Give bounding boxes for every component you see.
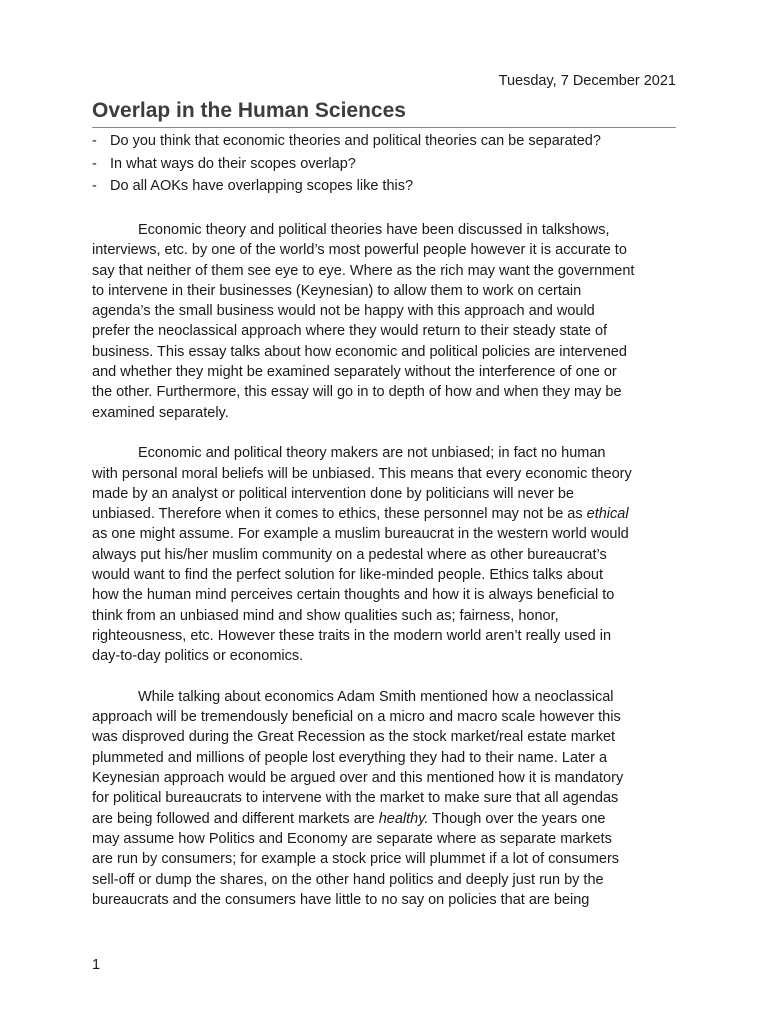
dash-bullet-icon: - — [92, 133, 97, 149]
document-date: Tuesday, 7 December 2021 — [498, 73, 676, 89]
text-line: examined separately. — [92, 404, 229, 421]
text-line — [92, 504, 676, 524]
question-item — [92, 153, 601, 176]
title-underline — [92, 127, 676, 128]
question-item — [92, 130, 601, 153]
text-segment: unbiased. Therefore when it comes to ethics, these personnel may not be as — [92, 506, 587, 523]
text-line: Economic and political theory makers are not unbiased; in fact no human — [138, 445, 606, 462]
text-line: for political bureaucrats to intervene with the market to make sure that all agendas — [92, 790, 619, 807]
text-line — [92, 809, 676, 829]
text-segment: are being followed and different markets are — [92, 810, 379, 827]
text-line: with personal moral beliefs will be unbiased. This means that every economic theory — [92, 465, 632, 482]
text-line: sell-off or dump the shares, on the other hand politics and deeply just run by the — [92, 871, 604, 888]
dash-bullet-icon: - — [92, 155, 97, 172]
text-line: While talking about economics Adam Smith mentioned how a neoclassical — [138, 688, 614, 705]
paragraph-economics — [92, 687, 676, 910]
text-line: would want to find the perfect solution for like-minded people. Ethics talks about — [92, 567, 604, 584]
page-number: 1 — [92, 957, 101, 973]
dash-bullet-icon: - — [92, 178, 97, 194]
text-line: think from an unbiased mind and show qualities such as; fairness, honor, — [92, 607, 559, 624]
guiding-questions-list — [92, 130, 601, 198]
emphasis-word: healthy. — [378, 810, 429, 827]
question-text: Do all AOKs have overlapping scopes like this? — [110, 178, 414, 194]
question-text: Do you think that economic theories and political theories can be separated? — [110, 133, 601, 149]
text-line: always put his/her muslim community on a pedestal where as other bureaucrat’s — [92, 546, 607, 563]
text-line: may assume how Politics and Economy are separate where as separate markets — [92, 830, 612, 847]
text-line: Keynesian approach would be argued over and this mentioned how it is mandatory — [92, 770, 624, 787]
essay-body — [92, 220, 676, 910]
text-line: interviews, etc. by one of the world’s most powerful people however it is accurate to — [92, 242, 627, 259]
text-line: to intervene in their businesses (Keynesian) to allow them to work on certain — [92, 282, 582, 299]
text-line: was disproved during the Great Recession as the stock market/real estate market — [92, 729, 616, 746]
paragraph-introduction — [92, 220, 676, 423]
text-line: approach will be tremendously beneficial on a micro and macro scale however this — [92, 709, 621, 726]
text-line: Economic theory and political theories have been discussed in talkshows, — [138, 222, 610, 238]
question-text: In what ways do their scopes overlap? — [110, 155, 356, 172]
text-line: say that neither of them see eye to eye. Where as the rich may want the government — [92, 262, 635, 279]
text-line: made by an analyst or political intervention done by politicians will never be — [92, 485, 574, 502]
text-line: plummeted and millions of people lost everything they had to their name. Later a — [92, 749, 608, 766]
document-title: Overlap in the Human Sciences — [92, 99, 406, 122]
text-line: agenda’s the small business would not be happy with this approach and would — [92, 303, 595, 320]
text-line: and whether they might be examined separately without the interference of one or — [92, 364, 617, 381]
text-line: the other. Furthermore, this essay will go in to depth of how and when they may be — [92, 384, 622, 401]
text-line: business. This essay talks about how economic and political policies are intervened — [92, 343, 627, 360]
text-line: as one might assume. For example a muslim bureaucrat in the western world would — [92, 526, 629, 543]
text-line: day-to-day politics or economics. — [92, 648, 304, 665]
text-segment: Though over the years one — [428, 810, 606, 827]
text-line: prefer the neoclassical approach where they would return to their steady state of — [92, 323, 608, 340]
text-line: righteousness, etc. However these traits in the modern world aren’t really used in — [92, 627, 612, 644]
paragraph-ethics — [92, 443, 676, 666]
text-line: bureaucrats and the consumers have little to no say on policies that are being — [92, 891, 590, 908]
text-line: are run by consumers; for example a stock price will plummet if a lot of consumers — [92, 851, 620, 868]
question-item — [92, 175, 601, 198]
emphasis-word: ethical — [586, 506, 629, 523]
text-line: how the human mind perceives certain thoughts and how it is always beneficial to — [92, 587, 615, 604]
